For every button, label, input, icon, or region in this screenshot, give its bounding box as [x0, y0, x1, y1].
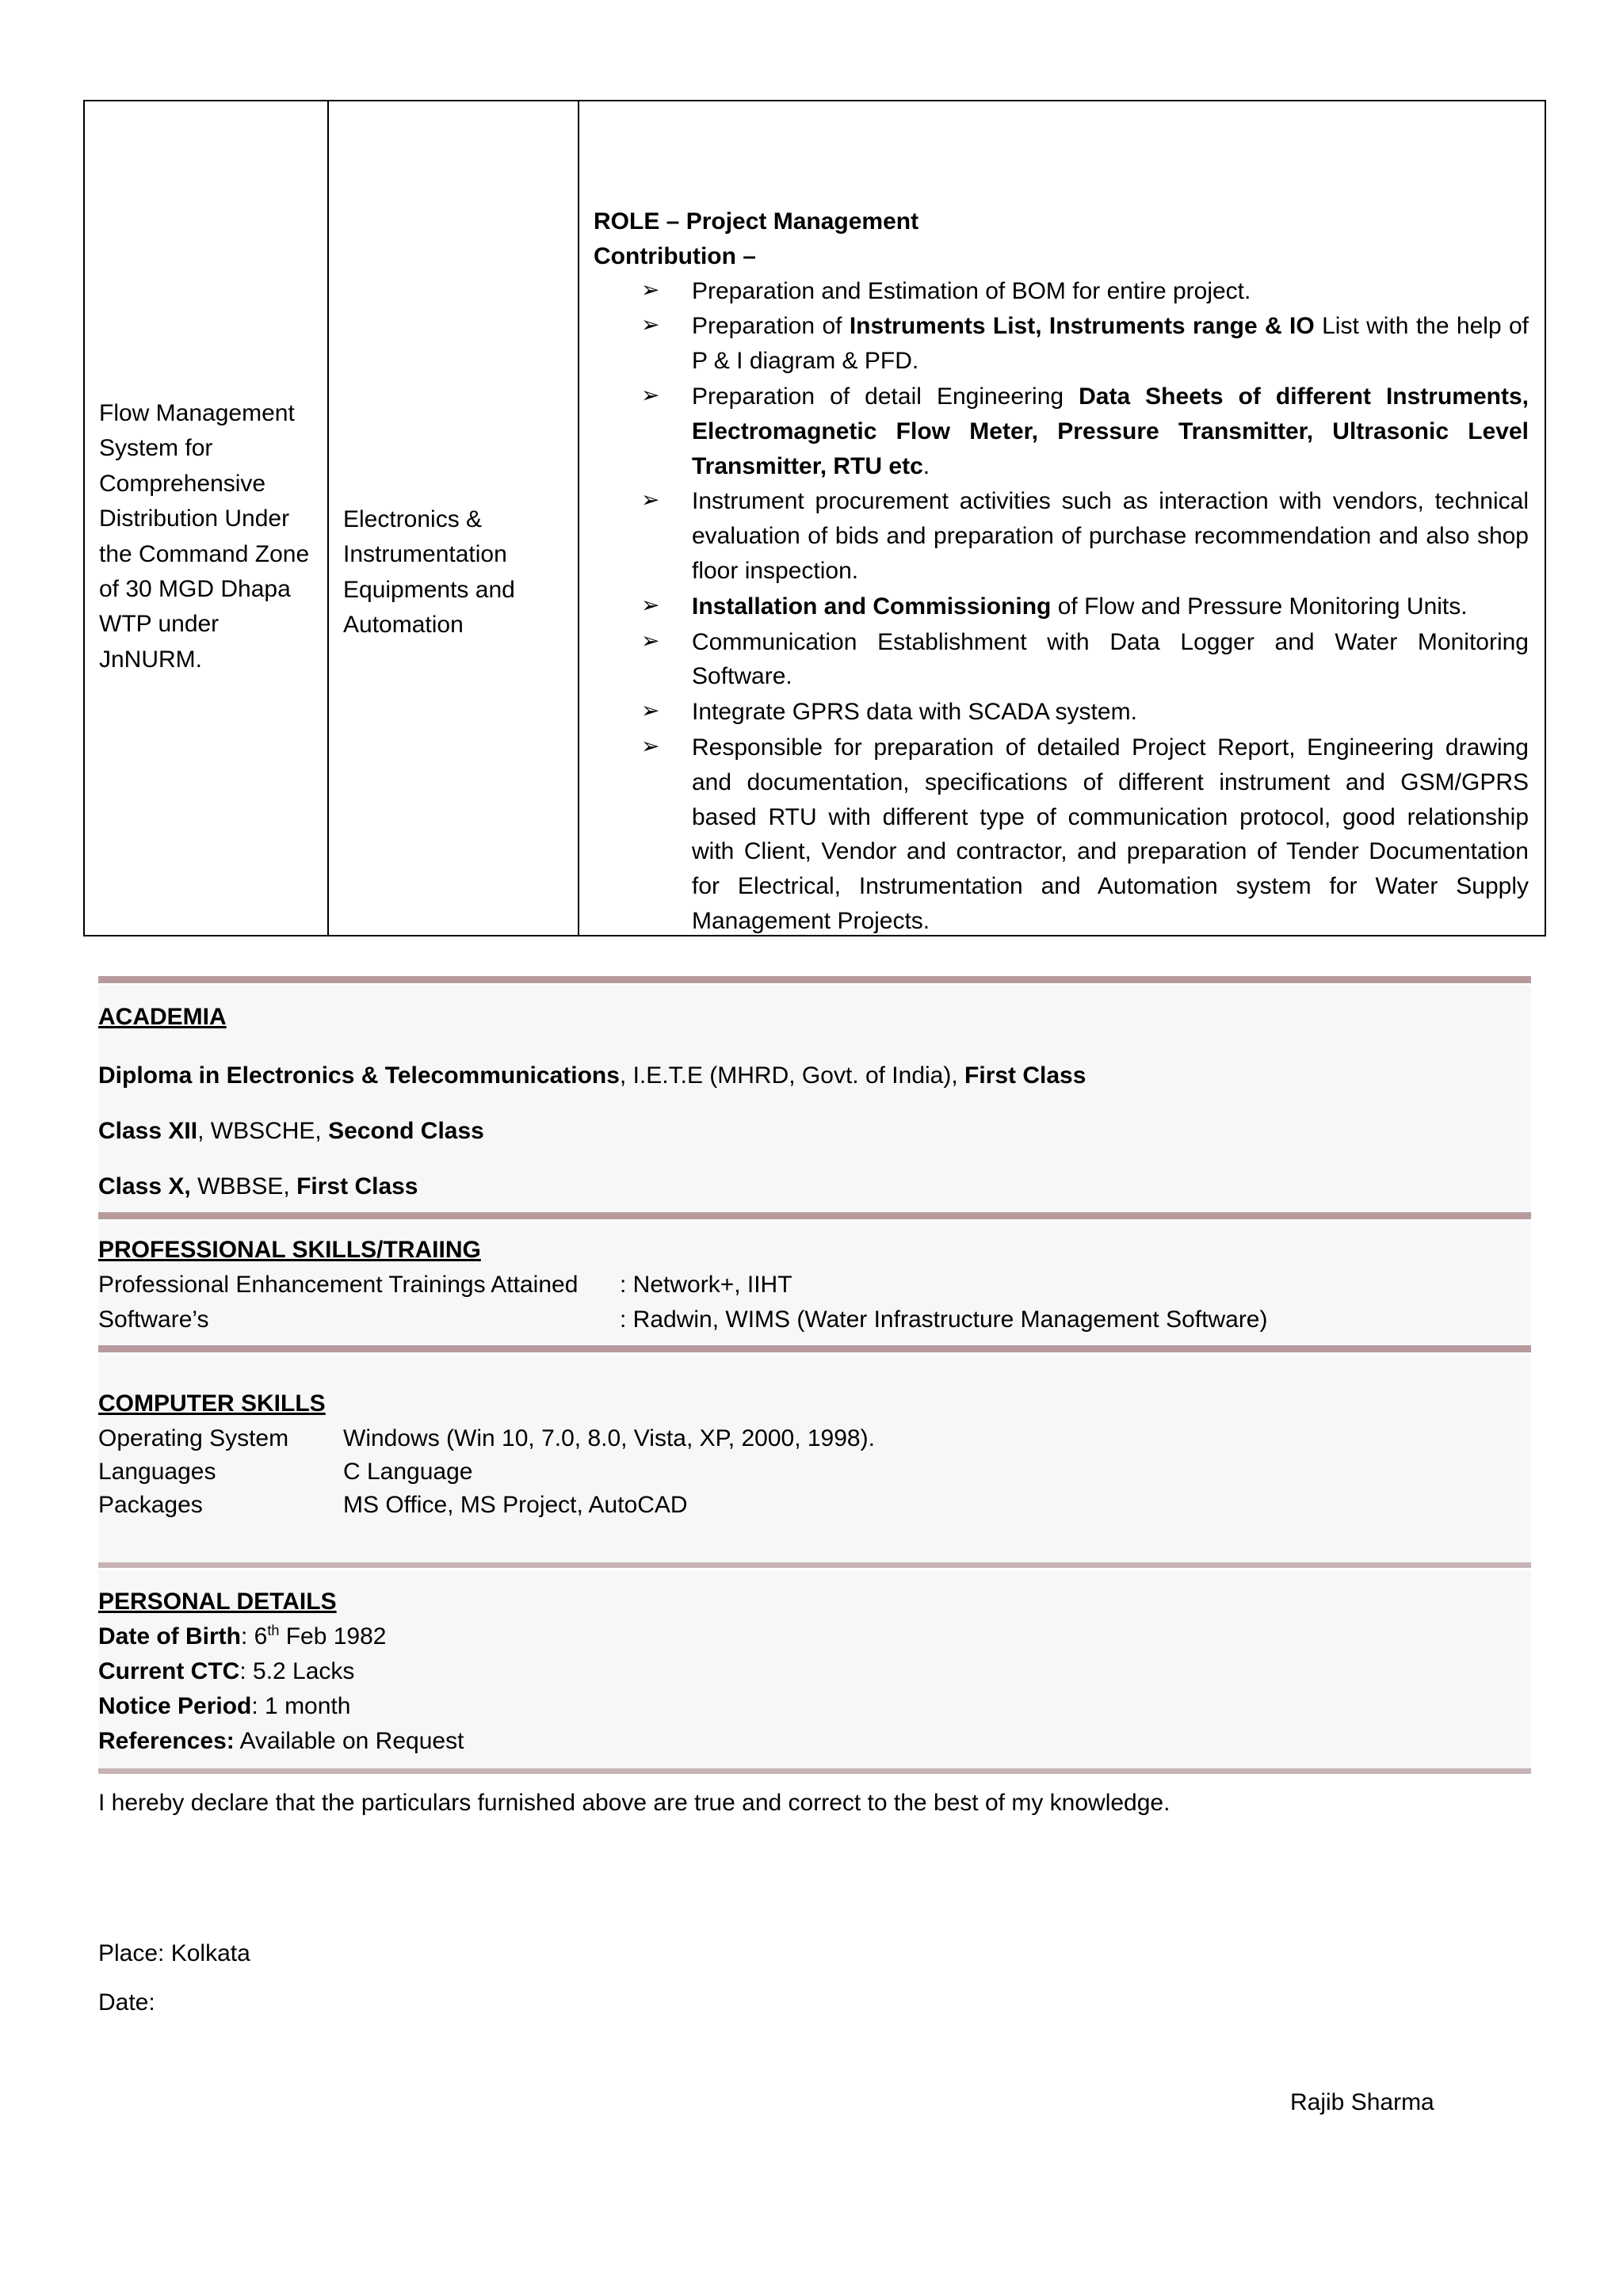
place: Place: Kolkata	[98, 1940, 250, 1966]
dob-day: : 6	[241, 1623, 268, 1650]
bullet-arrow-icon: ➢	[641, 592, 660, 617]
dob-suffix: th	[267, 1623, 280, 1638]
dob-row	[98, 1619, 386, 1654]
item-bold-text: Instruments List, Instruments range & IO	[849, 313, 1315, 340]
x-class: First Class	[296, 1173, 418, 1199]
notice-label: Notice Period	[98, 1693, 252, 1719]
skills-heading: PROFESSIONAL SKILLS/TRAIING	[98, 1237, 481, 1263]
computer-row-value: Windows (Win 10, 7.0, 8.0, Vista, XP, 2000, 1998).	[343, 1425, 875, 1451]
ctc-label: Current CTC	[98, 1658, 240, 1684]
project-table	[83, 100, 1546, 936]
project-domain: Electronics & Instrumentation Equipments and Automation	[343, 506, 515, 639]
computer-row-value: MS Office, MS Project, AutoCAD	[343, 1492, 688, 1518]
skills-row-value: : Radwin, WIMS (Water Infrastructure Management Software)	[620, 1306, 1268, 1333]
computer-row-value: C Language	[343, 1459, 473, 1485]
notice-value: : 1 month	[251, 1693, 351, 1719]
project-name-cell	[84, 101, 328, 936]
project-role-cell	[579, 101, 1545, 936]
contribution-item	[594, 589, 1529, 624]
xii-title: Class XII	[98, 1118, 198, 1144]
contribution-list	[594, 274, 1529, 939]
bullet-arrow-icon: ➢	[641, 698, 660, 723]
bullet-arrow-icon: ➢	[641, 487, 660, 513]
skills-row-label: Software’s	[98, 1306, 209, 1333]
academia-heading: ACADEMIA	[98, 1004, 227, 1030]
date: Date:	[98, 1989, 155, 2016]
notice-row	[98, 1689, 350, 1724]
contribution-item	[594, 379, 1529, 483]
ctc-row	[98, 1654, 354, 1689]
item-text: Preparation and Estimation of BOM for entire project.	[692, 277, 1251, 304]
section-divider	[98, 976, 1531, 983]
diploma-title: Diploma in Electronics & Telecommunications	[98, 1062, 620, 1089]
project-name: Flow Management System for Comprehensive Distribution Under the Command Zone of 30 MGD Dhapa WTP under JnNURM.	[99, 400, 310, 673]
section-divider	[98, 1768, 1531, 1774]
section-divider	[98, 1345, 1531, 1352]
skills-row-label: Professional Enhancement Trainings Attained	[98, 1272, 579, 1298]
dob-rest: Feb 1982	[279, 1623, 387, 1650]
section-divider	[98, 1562, 1531, 1568]
contribution-item	[594, 695, 1529, 730]
item-text: Responsible for preparation of detailed Project Report, Engineering drawing and documentation, specifications of different instrument and GSM/GPRS based RTU with different type of communication protocol, good relationship with Client, Vendor and contractor, and preparation of Tender Documentation for Electrical, Instrumentation and Automation system for Water Supply Management Projects.	[692, 734, 1529, 934]
bullet-arrow-icon: ➢	[641, 277, 660, 302]
computer-heading: COMPUTER SKILLS	[98, 1390, 326, 1417]
references-row	[98, 1724, 464, 1759]
role-title: ROLE – Project Management	[594, 208, 919, 235]
contribution-item	[594, 274, 1529, 309]
references-value: Available on Request	[234, 1728, 464, 1754]
item-text: Preparation of detail Engineering	[692, 383, 1079, 410]
xii-class: Second Class	[328, 1118, 484, 1144]
computer-row-label: Packages	[98, 1492, 203, 1518]
bullet-arrow-icon: ➢	[641, 733, 660, 758]
item-text: Communication Establishment with Data Logger and Water Monitoring Software.	[692, 628, 1529, 690]
contribution-item	[594, 625, 1529, 695]
item-text: .	[922, 452, 930, 479]
item-text: List with the help of P & I diagram & PFD.	[692, 313, 1529, 375]
academia-xii	[98, 1114, 484, 1149]
contribution-item	[594, 484, 1529, 588]
ctc-value: : 5.2 Lacks	[239, 1658, 355, 1684]
references-label: References:	[98, 1728, 235, 1754]
declaration: I hereby declare that the particulars furnished above are true and correct to the best of my knowledge.	[98, 1790, 1170, 1816]
bullet-arrow-icon: ➢	[641, 312, 660, 338]
computer-row-label: Operating System	[98, 1425, 289, 1451]
x-title: Class X,	[98, 1173, 191, 1199]
academia-diploma	[98, 1058, 1086, 1093]
contribution-item	[594, 730, 1529, 939]
bullet-arrow-icon: ➢	[641, 627, 660, 653]
item-text: Integrate GPRS data with SCADA system.	[692, 699, 1137, 726]
project-domain-cell	[328, 101, 579, 936]
personal-heading: PERSONAL DETAILS	[98, 1589, 337, 1615]
item-text: Preparation of	[692, 313, 850, 340]
item-text: of Flow and Pressure Monitoring Units.	[1051, 593, 1468, 620]
bullet-arrow-icon: ➢	[641, 382, 660, 407]
item-bold-text: Data Sheets of different Instruments, Electromagnetic Flow Meter, Pressure Transmitter, Ultrasonic Level Transmitter, RTU etc	[692, 383, 1529, 479]
item-bold-text: Installation and Commissioning	[692, 593, 1052, 620]
dob-label: Date of Birth	[98, 1623, 241, 1650]
computer-row-label: Languages	[98, 1459, 216, 1485]
xii-board: , WBSCHE,	[197, 1118, 329, 1144]
academia-x	[98, 1169, 418, 1204]
contribution-label: Contribution –	[594, 242, 756, 269]
diploma-class: First Class	[964, 1062, 1086, 1089]
contribution-item	[594, 309, 1529, 379]
item-text: Instrument procurement activities such as interaction with vendors, technical evaluation of bids and preparation of purchase recommendation and also shop floor inspection.	[692, 488, 1529, 584]
diploma-institute: , I.E.T.E (MHRD, Govt. of India),	[619, 1062, 965, 1089]
section-divider	[98, 1212, 1531, 1219]
table-row	[84, 101, 1545, 936]
skills-row-value: : Network+, IIHT	[620, 1272, 792, 1298]
signature-name: Rajib Sharma	[1290, 2089, 1434, 2115]
x-board: WBBSE,	[190, 1173, 297, 1199]
